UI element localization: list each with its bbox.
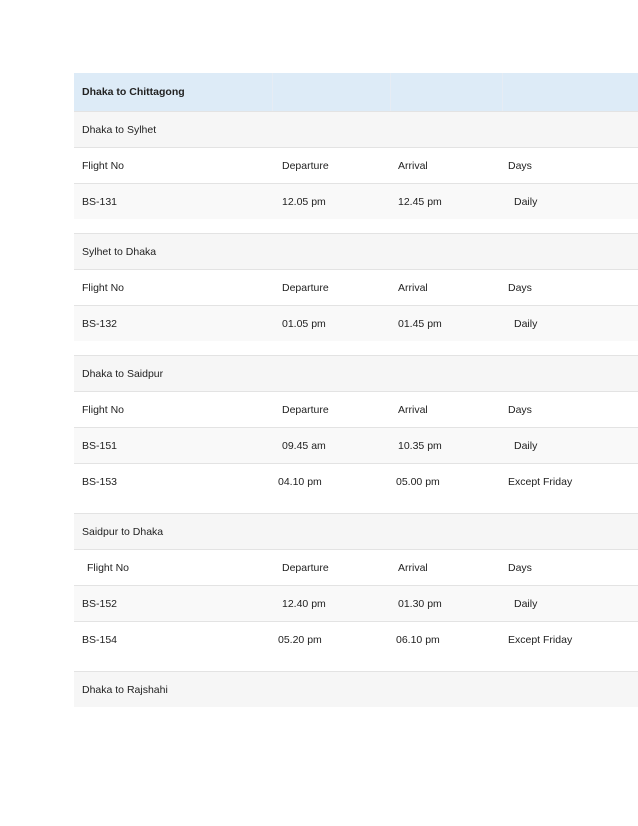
flight-no-cell: BS-131 [82, 195, 118, 208]
col-departure: Departure [282, 159, 329, 172]
section-title: Dhaka to Rajshahi [82, 683, 168, 696]
column-header-row [74, 147, 638, 183]
flight-no-cell: BS-153 [82, 475, 118, 488]
arrival-cell: 01.45 pm [398, 317, 442, 330]
arrival-cell: 10.35 pm [398, 439, 442, 452]
table-row [74, 621, 638, 657]
flight-no-cell: BS-154 [82, 633, 118, 646]
table-header-row [74, 73, 638, 111]
section-title-row [74, 513, 638, 549]
table-row [74, 183, 638, 219]
section-title: Saidpur to Dhaka [82, 525, 164, 538]
section-gap [74, 341, 638, 355]
days-cell: Daily [514, 439, 538, 452]
col-flight-no: Flight No [82, 159, 125, 172]
section-title-row [74, 233, 638, 269]
section-title: Sylhet to Dhaka [82, 245, 157, 258]
flight-no-cell: BS-152 [82, 597, 118, 610]
days-cell: Daily [514, 317, 538, 330]
section-title: Dhaka to Saidpur [82, 367, 164, 380]
arrival-cell: 12.45 pm [398, 195, 442, 208]
days-cell: Except Friday [508, 475, 573, 488]
col-days: Days [508, 159, 532, 172]
flight-no-cell: BS-151 [82, 439, 118, 452]
table-row [74, 427, 638, 463]
section-title-row [74, 671, 638, 707]
departure-cell: 01.05 pm [282, 317, 326, 330]
section-title-row [74, 355, 638, 391]
col-departure: Departure [282, 281, 329, 294]
departure-cell: 05.20 pm [278, 633, 322, 646]
flight-no-cell: BS-132 [82, 317, 118, 330]
arrival-cell: 01.30 pm [398, 597, 442, 610]
table-row [74, 463, 638, 499]
departure-cell: 09.45 am [282, 439, 326, 452]
col-departure: Departure [282, 403, 329, 416]
section-title: Dhaka to Sylhet [82, 123, 157, 136]
table-row [74, 305, 638, 341]
arrival-cell: 06.10 pm [396, 633, 440, 646]
departure-cell: 04.10 pm [278, 475, 322, 488]
col-arrival: Arrival [398, 159, 428, 172]
col-departure: Departure [282, 561, 329, 574]
col-days: Days [508, 281, 532, 294]
section-gap [74, 499, 638, 513]
days-cell: Daily [514, 195, 538, 208]
column-header-row [74, 269, 638, 305]
col-arrival: Arrival [398, 403, 428, 416]
col-flight-no: Flight No [82, 403, 125, 416]
table-row [74, 585, 638, 621]
arrival-cell: 05.00 pm [396, 475, 440, 488]
column-divider [502, 73, 503, 111]
col-days: Days [508, 561, 532, 574]
col-arrival: Arrival [398, 281, 428, 294]
col-flight-no: Flight No [82, 281, 125, 294]
section-title-row [74, 111, 638, 147]
column-divider [390, 73, 391, 111]
section-gap [74, 657, 638, 671]
column-divider [272, 73, 273, 111]
departure-cell: 12.05 pm [282, 195, 326, 208]
col-flight-no: Flight No [87, 561, 130, 574]
section-gap [74, 219, 638, 233]
departure-cell: 12.40 pm [282, 597, 326, 610]
days-cell: Daily [514, 597, 538, 610]
col-arrival: Arrival [398, 561, 428, 574]
column-header-row [74, 391, 638, 427]
flight-schedule-table [74, 73, 638, 707]
column-header-row [74, 549, 638, 585]
col-days: Days [508, 403, 532, 416]
days-cell: Except Friday [508, 633, 573, 646]
header-title: Dhaka to Chittagong [82, 86, 185, 98]
